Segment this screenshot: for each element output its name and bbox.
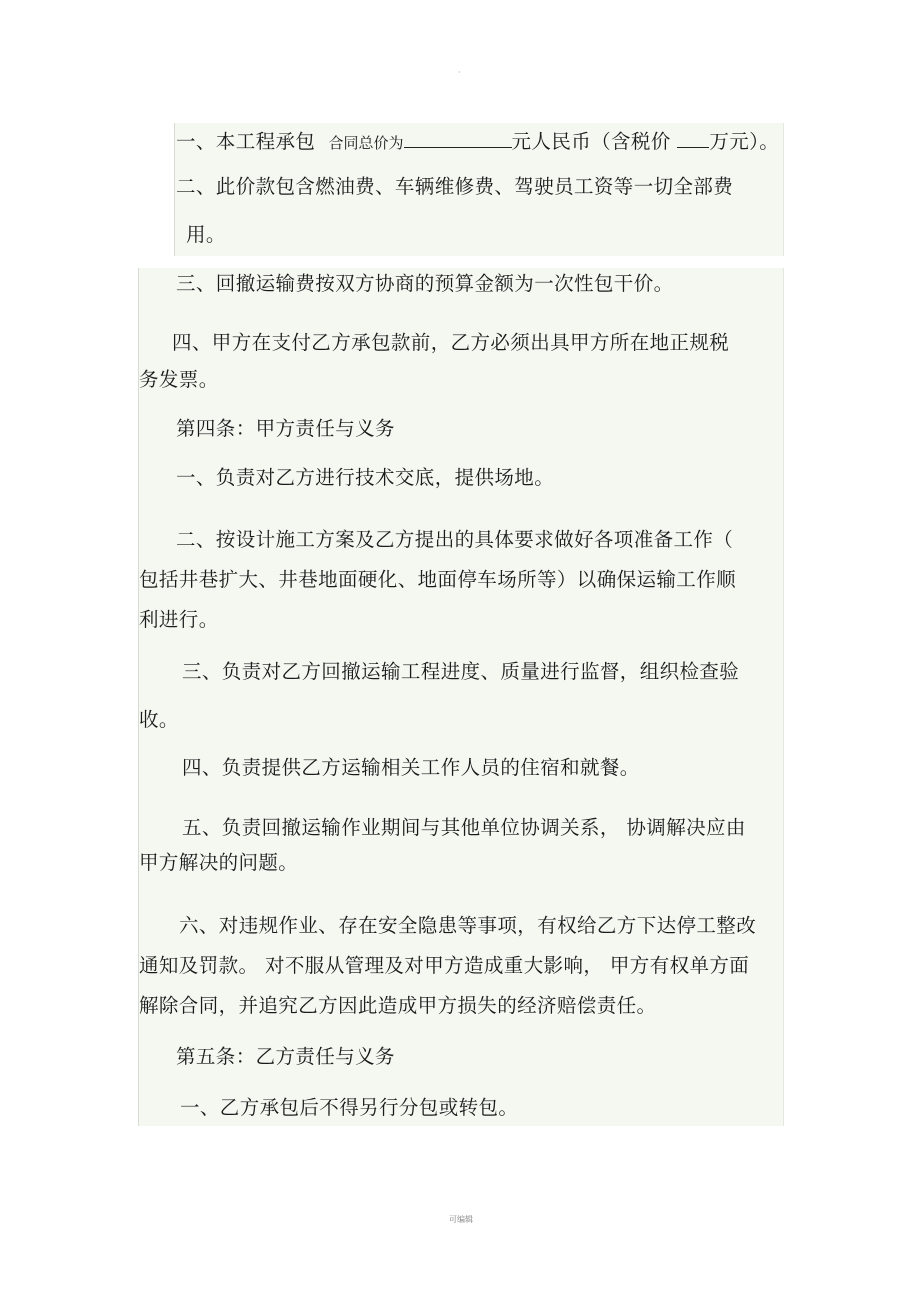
paragraph-line: 通知及罚款。 对不服从管理及对甲方造成重大影响， 甲方有权单方面 (139, 954, 750, 977)
paragraph-line: 三、负责对乙方回撤运输工程进度、质量进行监督，组织检查验 (182, 660, 740, 683)
paragraph-line: 甲方解决的问题。 (139, 851, 299, 874)
paragraph-line: 六、对违规作业、存在安全隐患等事项，有权给乙方下达停工整改 (179, 914, 757, 937)
paragraph-line: 五、负责回撤运输作业期间与其他单位协调关系， 协调解决应由 (182, 816, 746, 839)
clause-1-mid: 合同总价为 (328, 134, 404, 152)
footer-editable-label: 可编辑 (449, 1215, 473, 1224)
paragraph-line: 务发票。 (139, 368, 219, 391)
paragraph-line: 利进行。 (139, 608, 219, 631)
section-heading: 第五条：乙方责任与义务 (176, 1045, 395, 1068)
paragraph-line: 解除合同，并追究乙方因此造成甲方损失的经济赔偿责任。 (139, 994, 657, 1017)
paragraph-line: 包括井巷扩大、井巷地面硬化、地面停车场所等）以确保运输工作顺 (139, 568, 737, 591)
paragraph-line: 用。 (186, 223, 226, 246)
total-price-blank[interactable] (404, 127, 512, 148)
paragraph-line: 二、此价款包含燃油费、车辆维修费、驾驶员工资等一切全部费 (176, 175, 734, 198)
clause-1-after-blank1: 元人民币（含税价 (511, 130, 671, 153)
paragraph-line: 三、回撤运输费按双方协商的预算金额为一次性包干价。 (176, 272, 674, 295)
clause-1-prefix: 一、本工程承包 (176, 130, 316, 153)
clause-1-after-blank2: 万元）。 (709, 130, 780, 153)
paragraph-line: 四、甲方在支付乙方承包款前，乙方必须出具甲方所在地正规税 (172, 331, 730, 354)
paragraph-line: 收。 (139, 708, 179, 731)
header-mark: · (458, 68, 461, 77)
paragraph-line: 二、按设计施工方案及乙方提出的具体要求做好各项准备工作（ (176, 528, 734, 551)
paragraph-line: 一、乙方承包后不得另行分包或转包。 (180, 1096, 519, 1119)
clause-1-line (176, 127, 779, 156)
paragraph-line: 四、负责提供乙方运输相关工作人员的住宿和就餐。 (182, 756, 640, 779)
section-heading: 第四条：甲方责任与义务 (176, 417, 395, 440)
paragraph-line: 一、负责对乙方进行技术交底，提供场地。 (176, 466, 555, 489)
tax-price-blank[interactable] (677, 127, 709, 148)
